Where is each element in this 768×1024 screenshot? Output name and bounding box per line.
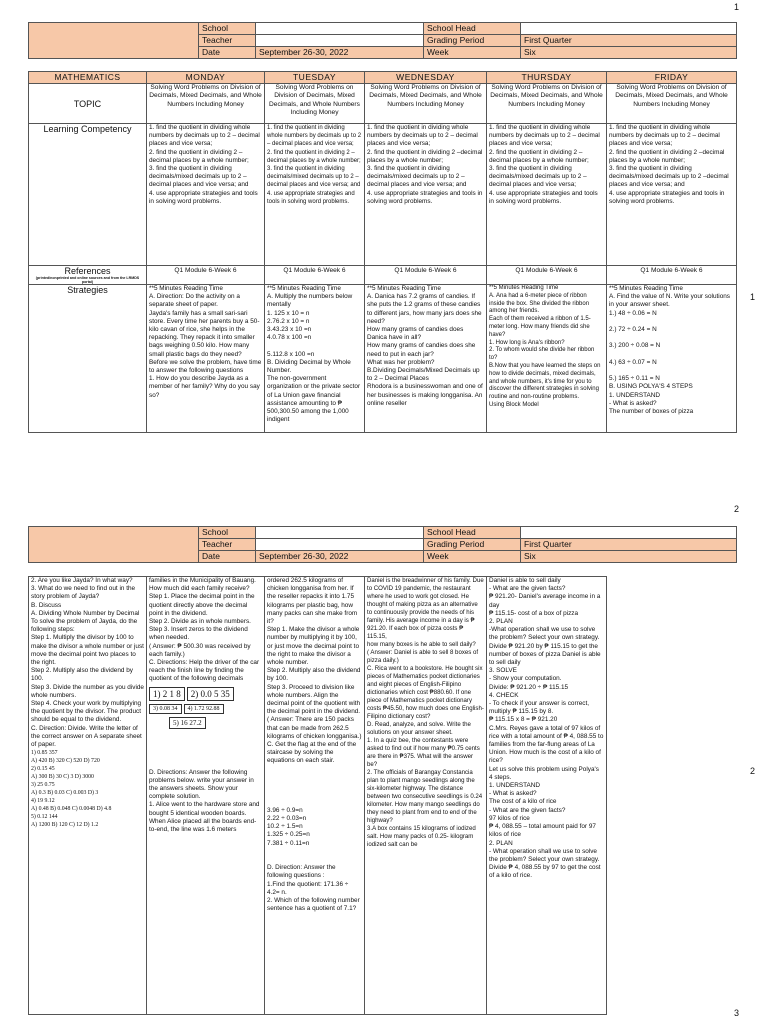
competency-mon: 1. find the quotient in dividing whole numbers by decimals up to 2 – decimal places and vice versa; 2. find the quotient in dividing 2 –decimal places by a whole number; 3. find the quotient in dividing decimals/mixed decimals up to 2 –decimal places and vice versa; and 4. use appropriate strategies and tools in solving word problems.	[147, 124, 265, 266]
header-table	[28, 22, 737, 59]
col-monday: MONDAY	[147, 72, 265, 84]
grading-period-value: First Quarter	[521, 539, 737, 551]
strategies-fri-cont: Daniel is able to sell daily - What are the given facts? ₱ 921.20- Daniel's average income in a day ₱ 115.15- cost of a box of pizza 2. PLAN -What operation shall we use to solve the problem? Select your own strategy. Divide ₱ 921.20 by ₱ 115.15 to get the number of boxes of pizza Daniel is able to sell daily 3. SOLVE - Show your computation. Divide: ₱ 921.20 ÷ ₱ 115.15 4. CHECK - To check if your answer is correct, multiply ₱ 115.15 by 8. ₱ 115.15 x 8 = ₱ 921.20 C.Mrs. Reyes gave a total of 97 kilos of rice with a total amount of ₱ 4, 088.55 to families from the far-flung areas of La Union. How much is the cost of a kilo of rice? Let us solve this problem using Polya's 4 steps. 1. UNDERSTAND - What is asked? The cost of a kilo of rice - What are the given facts? 97 kilos of rice ₱ 4, 088.55 – total amount paid for 97 kilos of rice 2. PLAN - What operation shall we use to solve the problem? Select your own strategy. Divide ₱ 4, 088.55 by 97 to get the cost of a kilo of rice.	[487, 577, 607, 1015]
school-head-label: School Head	[424, 23, 521, 35]
strategies-fri: **5 Minutes Reading Time A. Find the value of N. Write your solutions in your answer sheet. 1.) 48 ÷ 0.06 = N 2.) 72 ÷ 0.24 = N 3.) 200 ÷ 0.08 = N 4.) 63 ÷ 0.07 = N 5.) 165 ÷ 0.11 = N B. USING POLYA'S 4 STEPS 1. UNDERSTAND - What is asked? The number of boxes of pizza	[607, 285, 737, 433]
division-item: 2) 0.0 5 35	[187, 687, 234, 701]
strategies-wed: **5 Minutes Reading Time A. Danica has 7.2 grams of candies. If she puts the 1.2 grams of these candies to different jars, how many jars does she need? How many grams of candies does Danica have in all? How many grams of candies does she need to put in each jar? What was her problem? B.Dividing Decimals/Mixed Decimals up to 2 – Decimal Places Rhodora is a businesswoman and one of her businesses is making longganisa. An online reseller	[365, 285, 487, 433]
col-subject: MATHEMATICS	[29, 72, 147, 84]
strategies-mon: **5 Minutes Reading Time A. Direction: Do the activity on a separate sheet of paper. Jayda's family has a small sari-sari store. Every time her parents buy a 50-kilo cavan of rice, she helps in the repacking. They repack it into smaller bags weighing 0.50 kilo. How many small plastic bags do they need? Before we solve the problem, have time to answer the following questions 1. How do you describe Jayda as a member of her family? Why do you say so?	[147, 285, 265, 433]
header-blank	[29, 527, 199, 563]
competency-fri: 1. find the quotient in dividing whole numbers by decimals up to 2 – decimal places and vice versa; 2. find the quotient in dividing 2 –decimal places by a whole number; 3. find the quotient in dividing decimals/mixed decimals up to 2 –decimal places and vice versa; and 4. use appropriate strategies and tools in solving word problems.	[607, 124, 737, 266]
date-value: September 26-30, 2022	[256, 47, 424, 59]
topic-fri: Solving Word Problems on Division of Decimals, Mixed Decimals, and Whole Numbers Including Money	[607, 84, 737, 124]
page-number: 2	[750, 766, 756, 776]
reference-tue: Q1 Module 6-Week 6	[265, 266, 365, 285]
date-value: September 26-30, 2022	[256, 551, 424, 563]
reference-wed: Q1 Module 6-Week 6	[365, 266, 487, 285]
topic-thu: Solving Word Problems on Division of Decimals, Mixed Decimals, and Whole Numbers Including Money	[487, 84, 607, 124]
topic-mon: Solving Word Problems on Division of Decimals, Mixed Decimals, and Whole Numbers Including Money	[147, 84, 265, 124]
header-table	[28, 526, 737, 563]
strategies-wed-cont: ordered 262.5 kilograms of chicken longganisa from her. If the reseller repacks it into 1.75 kilograms per plastic bag, how many packs can she make from it? Step 1. Make the divisor a whole number by multiplying it by 100, or just move the decimal point to the right to make the divisor a whole number. Step 2. Multiply also the dividend by 100. Step 3. Proceed to division like whole numbers. Align the decimal point of the quotient with the decimal point in the dividend. ( Answer: There are 150 packs that can be made from 262.5 kilograms of chicken longganisa.) C. Get the flag at the end of the staircase by solving the equations on each stair. 3.96 ÷ 0.9=n 2.22 ÷ 0.03=n 10.2 ÷ 1.5=n 1.325 ÷ 0.25=n 7.381 ÷ 0.11=n D. Direction: Answer the following questions : 1.Find the quotient: 171.36 ÷ 4.2= n. 2. Which of the following number sentence has a quotient of 7.1?	[265, 577, 365, 1015]
reference-thu: Q1 Module 6-Week 6	[487, 266, 607, 285]
lesson-table	[28, 71, 737, 433]
school-head-value	[521, 23, 737, 35]
division-row-2	[149, 704, 262, 714]
reference-fri: Q1 Module 6-Week 6	[607, 266, 737, 285]
strategies-tue-text: families in the Municipality of Bauang. How much did each family receive? Step 1. Place the decimal point in the quotient directly above the decimal point in the dividend. Step 2. Divide as in whole numbers. Step 3. Insert zeros to the dividend when needed. ( Answer: ₱ 500.30 was received by each family.) C. Directions: Help the driver of the car reach the finish line by finding the quotient of the following decimals	[149, 577, 260, 683]
references-title: References	[64, 266, 111, 276]
row-label-references	[29, 266, 147, 285]
teacher-value	[256, 539, 424, 551]
competency-tue: 1. find the quotient in dividing whole numbers by decimals up to 2 – decimal places and vice versa; 2. find the quotient in dividing 2 – decimal places by a whole number; 3. find the quotient in dividing decimals/mixed decimals up to 2 –decimal places and vice versa; and 4. use appropriate strategies and tools in solving word problems.	[265, 124, 365, 266]
division-item: 5) 16 27.2	[169, 717, 206, 729]
page-1	[28, 22, 736, 433]
competency-wed: 1. find the quotient in dividing whole numbers by decimals up to 2 – decimal places and vice versa; 2. find the quotient in dividing 2 –decimal places by a whole number; 3. find the quotient in dividing decimals/mixed decimals up to 2 –decimal places and vice versa; and 4. use appropriate strategies and tools in solving word problems.	[365, 124, 487, 266]
school-label: School	[199, 527, 256, 539]
col-wednesday: WEDNESDAY	[365, 72, 487, 84]
references-note: (printed/nonprinted and online sources and from the LRMDS portal)	[35, 276, 140, 284]
col-friday: FRIDAY	[607, 72, 737, 84]
competency-thu: 1. find the quotient in dividing whole numbers by decimals up to 2 – decimal places and vice versa; 2. find the quotient in dividing 2 –decimal places by a whole number; 3. find the quotient in dividing decimals/mixed decimals up to 2 –decimal places and vice versa; 4. use appropriate strategies and tools in solving word problems.	[487, 124, 607, 266]
multiple-choice-items: 1) 0.85 357 A) 420 B) 320 C) 520 D) 720 2) 0.15 45 A) 300 B) 30 C) 3 D) 3000 3) 25 0.75 A) 0.3 B) 0.03 C) 0.003 D) 3 4) 19 9.12 A) 0.48 B) 0.048 C) 0.0048 D) 4.8 5) 0.12 144 A) 1200 B) 120 C) 12 D) 1.2	[31, 750, 112, 829]
topic-wed: Solving Word Problems on Division of Decimals, Mixed Decimals, and Whole Numbers Including Money	[365, 84, 487, 124]
school-head-value	[521, 527, 737, 539]
strategies-thu-cont: Daniel is the breadwinner of his family. Due to COVID 19 pandemic, the restaurant where he used to work got closed. He thought of making pizza as an alternative to continuously provide the needs of his family. His average income in a day is ₱ 921.20. If each box of pizza costs ₱ 115.15, how many boxes is he able to sell daily? ( Answer: Daniel is able to sell 8 boxes of pizza daily.) C. Rica went to a bookstore. He bought six pieces of Mathematics pocket dictionaries and eight pieces of English-Filipino dictionaries which cost ₱880.60. If one piece of Mathematics pocket dictionary costs ₱45.50, how much does one English-Filipino dictionary cost? D. Read, analyze, and solve. Write the solutions on your answer sheet. 1. In a quiz bee, the contestants were asked to find out if how many ₱0.75 cents are there in ₱375. What will the answer be? 2. The officials of Barangay Constancia plan to plant mango seedlings along the six-kilometer highway. The distance between two consecutive seedlings is 0.24 kilometer. How many mango seedlings do they need to plant from end to end of the highway? 3.A box contains 15 kilograms of iodized salt. How many packs of 0.25- kilogram iodized salt can be	[365, 577, 487, 1015]
school-label: School	[199, 23, 256, 35]
teacher-label: Teacher	[199, 539, 256, 551]
school-value	[256, 23, 424, 35]
page-number: 1	[734, 2, 740, 12]
strategies-mon-cont	[29, 577, 147, 1015]
page-number: 2	[734, 504, 740, 514]
week-label: Week	[424, 47, 521, 59]
week-value: Six	[521, 47, 737, 59]
strategies-thu: **5 Minutes Reading Time A. Ana had a 6-meter piece of ribbon inside the box. She divided the ribbon among her friends. Each of them received a ribbon of 1.5-meter long. How many friends did she have? 1. How long is Ana's ribbon? 2. To whom would she divide her ribbon to? B.Now that you have learned the steps on how to divide decimals, mixed decimals, and whole numbers, it's time for you to discover the different strategies in solving routine and non-routine problems. Using Block Model	[487, 285, 607, 433]
col-thursday: THURSDAY	[487, 72, 607, 84]
division-item: 1) 2 1 8	[149, 687, 185, 701]
strategies-tue: **5 Minutes Reading Time A. Multiply the numbers below mentally 1. 125 x 10 = n 2.76.2 x 10 = n 3.43.23 x 10 =n 4.0.78 x 100 =n 5.112.8 x 100 =n B. Dividing Decimal by Whole Number. The non-government organization or the private sector of La Union gave financial assistance amounting to ₱ 500,300.50 among the 1,000 indigent	[265, 285, 365, 433]
row-label-competency: Learning Competency	[29, 124, 147, 266]
date-label: Date	[199, 47, 256, 59]
col-tuesday: TUESDAY	[265, 72, 365, 84]
division-row-3	[149, 717, 262, 729]
week-label: Week	[424, 551, 521, 563]
grading-period-label: Grading Period	[424, 539, 521, 551]
page-number: 3	[734, 1008, 740, 1018]
school-head-label: School Head	[424, 527, 521, 539]
teacher-label: Teacher	[199, 35, 256, 47]
row-label-strategies: Strategies	[29, 285, 147, 433]
page-2	[28, 526, 736, 1015]
lesson-table-continued	[28, 576, 737, 1015]
division-row-1	[149, 687, 262, 701]
school-value	[256, 527, 424, 539]
header-blank	[29, 23, 199, 59]
strategies-mon-text: 2. Are you like Jayda? In what way? 3. What do we need to find out in the story problem of Jayda? B. Discuss A. Dividing Whole Number by Decimal To solve the problem of Jayda, do the following steps: Step 1. Multiply the divisor by 100 to make the divisor a whole number or just move the decimal point two places to the right. Step 2. Multiply also the dividend by 100. Step 3. Divide the number as you divide whole numbers. Step 4. Check your work by multiplying the quotient by the divisor. The product should be equal to the dividend. C. Direction: Divide. Write the letter of the correct answer on A separate sheet of paper.	[31, 577, 144, 749]
date-label: Date	[199, 551, 256, 563]
division-item: 4) 1.72 92.88	[184, 704, 224, 714]
reference-mon: Q1 Module 6-Week 6	[147, 266, 265, 285]
grading-period-label: Grading Period	[424, 35, 521, 47]
week-value: Six	[521, 551, 737, 563]
topic-tue: Solving Word Problems on Division of Decimals, Mixed Decimals, and Whole Numbers Including Money	[265, 84, 365, 124]
page-number: 1	[750, 292, 756, 302]
grading-period-value: First Quarter	[521, 35, 737, 47]
row-label-topic: TOPIC	[29, 84, 147, 124]
strategies-tue-cont	[147, 577, 265, 1015]
strategies-tue-text-2: D. Directions: Answer the following problems below. write your answer in the answers sheets. Show your complete solution. 1. Alice went to the hardware store and bought 5 identical wooden boards. When Alice placed all the boards end-to-end, the line was 1.6 meters	[149, 768, 260, 834]
division-item: 3) 0.08 34	[149, 704, 182, 714]
teacher-value	[256, 35, 424, 47]
